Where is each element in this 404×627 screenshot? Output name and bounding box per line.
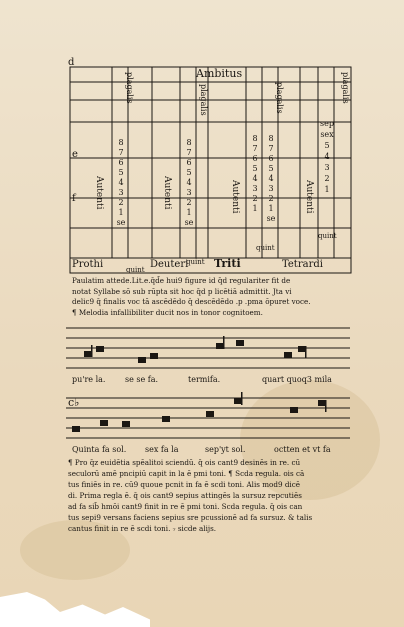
plagalis-label: plagalis xyxy=(125,72,134,104)
staff-2 xyxy=(66,398,350,438)
text-line: ¶ Melodia infallibiliter ducit nos in tonor cognitoem. xyxy=(72,307,263,317)
text-line: ad fa sib̄ hmōi cant9 finit in re ē pmi toni. Scda regula. q̄ ois can xyxy=(68,502,303,511)
staff-1-syllable: pu're la. xyxy=(72,375,106,384)
quint-label: quint xyxy=(256,244,275,252)
plagalis-label: plagalis xyxy=(341,72,350,104)
clef-e: e xyxy=(72,149,78,160)
text-line: seculorū amē pncipiū capit in la ē pmi toni. ¶ Scda regula. ois cā xyxy=(68,469,305,478)
text-line: delic9 q̄ finalis voc tā ascēdēdo q̄ descēdēdo .p .pma ōpuret voce. xyxy=(72,297,311,306)
clef-d: d xyxy=(68,57,75,68)
text-line: ¶ Pro q̄z euidētia spēalitoi sciendū. q̄ ois cant9 desinēs in re. cū xyxy=(68,458,301,467)
plagalis-label: plagalis xyxy=(275,82,284,114)
mode-label-deuteri: Deuteri xyxy=(150,259,189,270)
numeral-column: 8 7 6 5 4 3 2 1 xyxy=(252,134,258,213)
numeral-column: sep sex 5 4 3 2 1 xyxy=(320,119,334,194)
text-line: cantus finit in re ē scdi toni. ₇ sicde alijs. xyxy=(68,524,217,533)
numeral-column: 8 7 6 5 4 3 2 1 se xyxy=(184,138,194,227)
staff-2-syllable: sep'yt sol. xyxy=(205,445,246,454)
quint-label: quint xyxy=(318,232,337,240)
numeral-column: 8 7 6 5 4 3 2 1 se xyxy=(266,134,276,223)
autenti-label: Autenti xyxy=(304,180,314,214)
mode-label-prothi: Prothi xyxy=(72,259,104,270)
text-line: tus sepi9 versans faciens sepius sre pcussionē ad fa sursuz. & talis xyxy=(68,513,313,522)
mode-label-triti: Triti xyxy=(214,257,241,270)
staff-1-syllable: termifa. xyxy=(188,375,221,384)
clef-symbol: c♭ xyxy=(68,396,80,409)
numeral-column: 8 7 6 5 4 3 2 1 se xyxy=(116,138,126,227)
staff-2-syllable: octten et vt fa xyxy=(274,445,331,454)
text-block-2 xyxy=(68,457,312,534)
staff-1 xyxy=(66,328,350,368)
text-block-1 xyxy=(72,276,311,318)
text-line: di. Prima regla ē. q̄ ois cant9 sepius attingēs la sursuz repcutiēs xyxy=(68,491,302,500)
quint-label: quint xyxy=(186,258,205,266)
staff-2-syllable: sex fa la xyxy=(145,445,179,454)
mode-label-tetrardi: Tetrardi xyxy=(282,259,323,270)
staff-1-syllable: quart quoq3 mila xyxy=(262,375,332,384)
autenti-label: Autenti xyxy=(162,176,172,210)
autenti-label: Autenti xyxy=(94,176,104,210)
autenti-label: Autenti xyxy=(230,180,240,214)
staff-2-syllable: Quinta fa sol. xyxy=(72,445,127,454)
text-line: notat Syllabe sō sub rūpta sit hoc q̄d p licētiā admittit. Jta vi xyxy=(72,286,292,296)
plagalis-label: plagalis xyxy=(199,84,208,116)
text-line: Paulatim attede.Lit.e.q̄d̄e hui9 figure id q̄d regulariter fit de xyxy=(72,276,291,285)
text-line: tus finiēs in re. cū9 quoue pcnit in fa ē scdi toni. Alis mod9 dicē xyxy=(68,480,301,489)
staff-1-syllable: se se fa. xyxy=(125,375,159,384)
ambitus-header: Ambitus xyxy=(196,67,243,80)
quint-label: quint xyxy=(126,266,145,274)
clef-f: f xyxy=(72,193,76,204)
